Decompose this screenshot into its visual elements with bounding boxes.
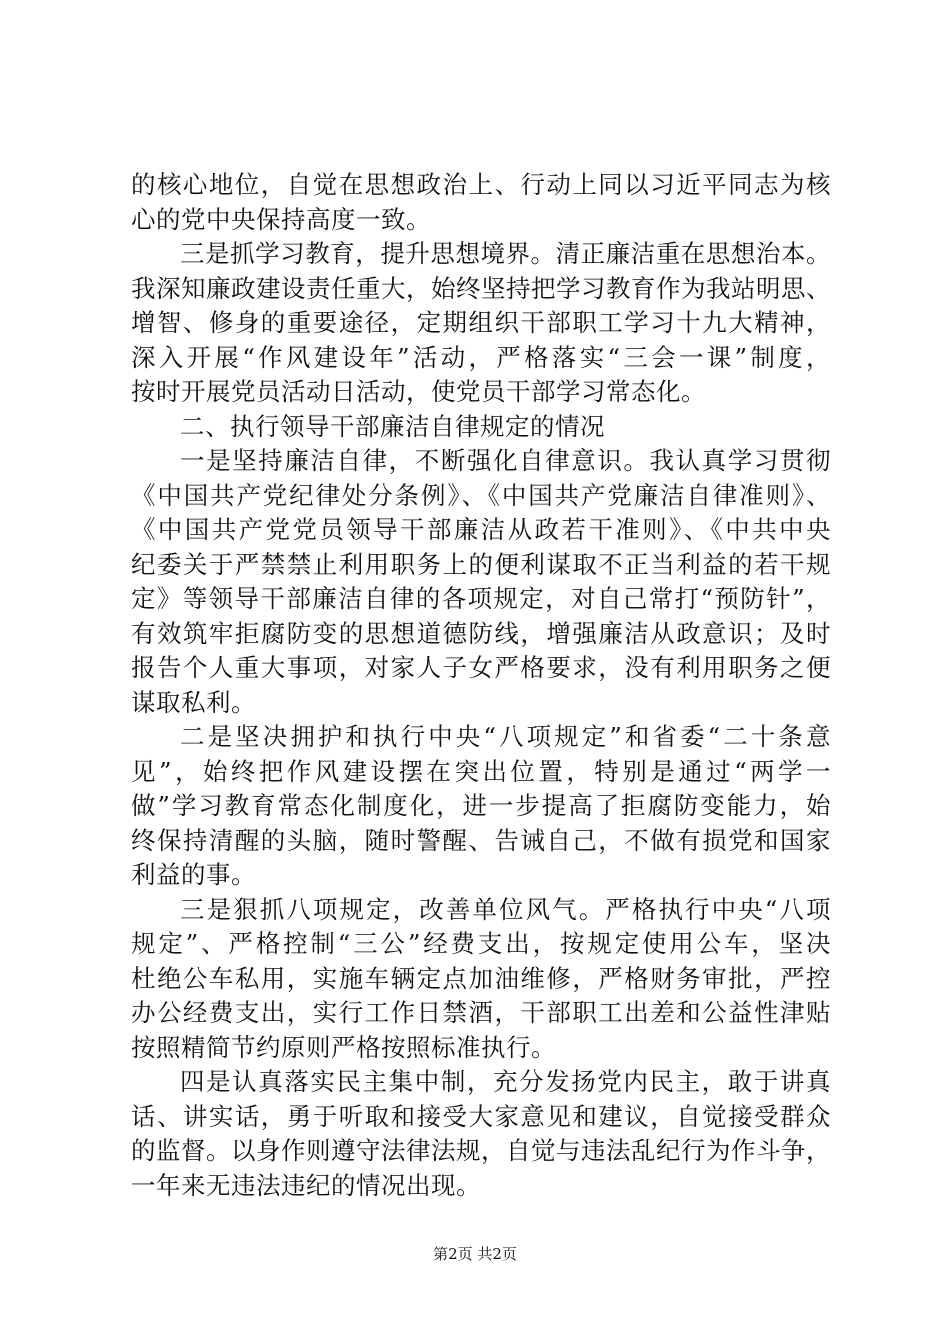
text-line: 增智、修身的重要途径，定期组织干部职工学习十九大精神，	[131, 308, 831, 337]
text-line: 终保持清醒的头脑，随时警醒、告诫自己，不做有损党和国家	[131, 825, 831, 855]
text-line: 报告个人重大事项，对家人子女严格要求，没有利用职务之便	[131, 653, 831, 682]
text-line: 杜绝公车私用，实施车辆定点加油维修，严格财务审批，严控	[131, 963, 831, 993]
page-footer: 第2页 共2页	[433, 1245, 517, 1263]
text-line: 按时开展党员活动日活动，使党员干部学习常态化。	[131, 377, 706, 406]
text-line: 按照精简节约原则严格按照标准执行。	[131, 1032, 556, 1062]
text-line: 利益的事。	[131, 860, 256, 889]
text-line: 的监督。以身作则遵守法律法规，自觉与违法乱纪行为作斗争，	[131, 1136, 831, 1165]
text-line: 一年来无违法违纪的情况出现。	[131, 1170, 481, 1200]
text-line: 的核心地位，自觉在思想政治上、行动上同以习近平同志为核	[131, 170, 831, 199]
text-line: 谋取私利。	[131, 687, 256, 717]
text-line: 纪委关于严禁禁止利用职务上的便利谋取不正当利益的若干规	[131, 549, 831, 579]
text-line: 话、讲实话，勇于听取和接受大家意见和建议，自觉接受群众	[131, 1101, 831, 1131]
text-line: 心的党中央保持高度一致。	[131, 204, 431, 234]
text-line: 二、执行领导干部廉洁自律规定的情况	[180, 411, 605, 441]
text-line: 办公经费支出，实行工作日禁酒，干部职工出差和公益性津贴	[131, 998, 831, 1027]
text-line: 三是狠抓八项规定，改善单位风气。严格执行中央“八项	[180, 894, 831, 924]
text-line: 我深知廉政建设责任重大，始终坚持把学习教育作为我站明思、	[131, 273, 831, 303]
text-line: 一是坚持廉洁自律，不断强化自律意识。我认真学习贯彻	[180, 446, 831, 475]
text-line: 四是认真落实民主集中制，充分发扬党内民主，敢于讲真	[180, 1067, 831, 1096]
text-line: 规定”、严格控制“三公”经费支出，按规定使用公车，坚决	[131, 929, 831, 958]
text-line: 《中国共产党党员领导干部廉洁从政若干准则》、《中共中央	[131, 515, 831, 544]
text-line: 见”，始终把作风建设摆在突出位置，特别是通过“两学一	[131, 756, 831, 786]
text-line: 二是坚决拥护和执行中央“八项规定”和省委“二十条意	[180, 722, 831, 751]
text-line: 定》等领导干部廉洁自律的各项规定，对自己常打“预防针”，	[131, 584, 831, 613]
text-line: 深入开展“作风建设年”活动，严格落实“三会一课”制度，	[131, 342, 831, 372]
text-line: 做”学习教育常态化制度化，进一步提高了拒腐防变能力，始	[131, 791, 831, 820]
text-line: 有效筑牢拒腐防变的思想道德防线，增强廉洁从政意识；及时	[131, 618, 831, 648]
document-body	[131, 168, 831, 1203]
text-line: 三是抓学习教育，提升思想境界。清正廉洁重在思想治本。	[180, 239, 831, 268]
text-line: 《中国共产党纪律处分条例》、《中国共产党廉洁自律准则》、	[131, 480, 831, 510]
